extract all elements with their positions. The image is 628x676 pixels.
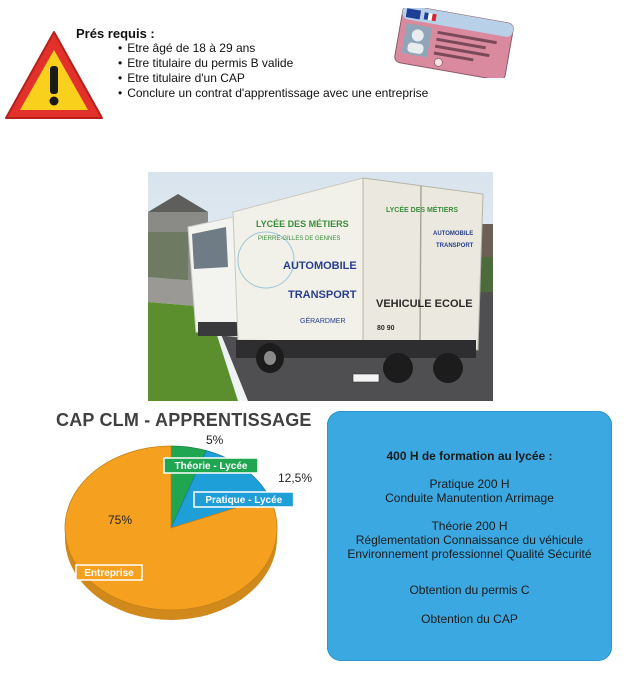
truck-rear-speed: 80 90 xyxy=(377,325,395,332)
prereq-title: Prés requis : xyxy=(76,26,155,41)
info-line: Pratique 200 H xyxy=(429,477,510,491)
truck-side-line2: TRANSPORT xyxy=(288,289,357,301)
truck-side-logo: LYCÉE DES MÉTIERS xyxy=(256,219,349,229)
truck-rear-text: VEHICULE ECOLE xyxy=(376,298,473,310)
warning-triangle-icon xyxy=(4,30,104,122)
school-truck-photo xyxy=(148,172,493,401)
prereq-item: • Etre titulaire du permis B valide xyxy=(118,56,428,71)
prereq-list xyxy=(118,41,428,101)
driving-license-card-image xyxy=(390,8,520,78)
info-line: Environnement professionnel Qualité Sécurité xyxy=(347,547,592,561)
truck-rear-line2: TRANSPORT xyxy=(436,243,474,249)
prereq-item: • Etre titulaire d'un CAP xyxy=(118,71,428,86)
svg-text:Pratique - Lycée: Pratique - Lycée xyxy=(205,495,283,506)
info-line: Théorie 200 H xyxy=(431,519,508,533)
info-box xyxy=(327,411,612,661)
svg-text:Théorie - Lycée: Théorie - Lycée xyxy=(174,461,248,472)
pie-value-label: 5% xyxy=(206,433,224,447)
pie-value-label: 12,5% xyxy=(278,471,313,485)
truck-side-town: GÉRARDMER xyxy=(300,318,346,325)
info-line: Conduite Manutention Arrimage xyxy=(385,491,554,505)
pie-category-label xyxy=(76,565,142,580)
prereq-item: • Etre âgé de 18 à 29 ans xyxy=(118,41,428,56)
info-line: Obtention du CAP xyxy=(421,612,518,626)
truck-side-line1: AUTOMOBILE xyxy=(283,260,357,272)
pie-chart xyxy=(56,430,326,640)
truck-side-sub: PIERRE-GILLES DE GENNES xyxy=(258,236,341,242)
chart-title: CAP CLM - APPRENTISSAGE xyxy=(56,410,312,430)
info-heading: 400 H de formation au lycée : xyxy=(386,449,553,463)
prereq-item: • Conclure un contrat d'apprentissage avec une entreprise xyxy=(118,86,428,101)
info-line: Obtention du permis C xyxy=(409,583,530,597)
svg-text:Entreprise: Entreprise xyxy=(84,568,134,579)
truck-rear-logo: LYCÉE DES MÉTIERS xyxy=(386,207,459,214)
truck-rear-line1: AUTOMOBILE xyxy=(433,231,474,237)
pie-category-label xyxy=(164,458,258,473)
pie-category-label xyxy=(194,492,294,507)
pie-value-label: 75% xyxy=(108,513,133,527)
info-line: Réglementation Connaissance du véhicule xyxy=(355,533,584,547)
